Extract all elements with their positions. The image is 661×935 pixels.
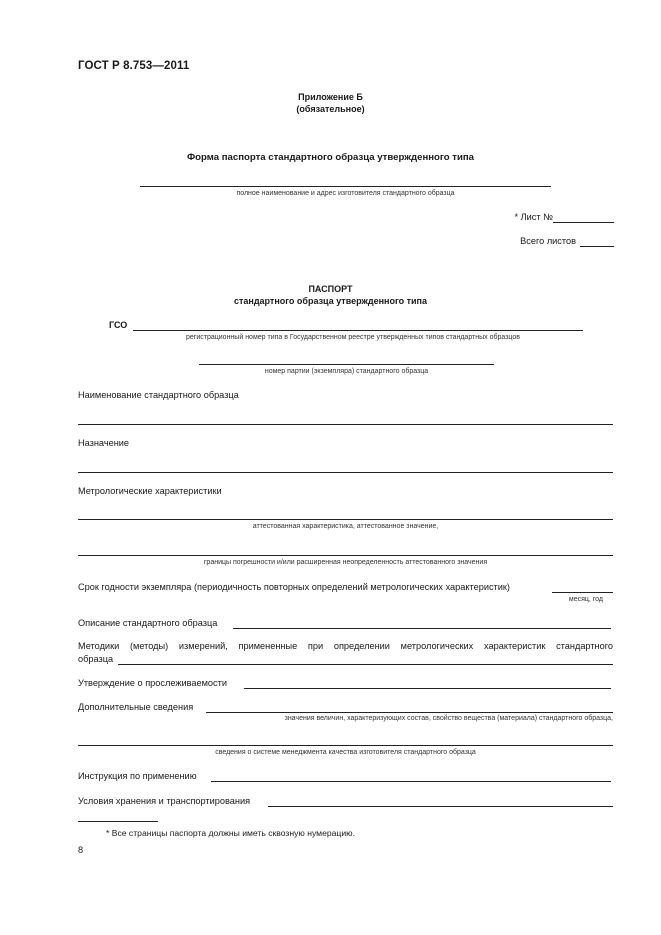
metrological-label: Метрологические характеристики <box>78 486 222 496</box>
methods-line <box>118 664 613 665</box>
storage-line <box>268 806 613 807</box>
total-sheets-line <box>580 246 614 247</box>
batch-line <box>199 364 494 365</box>
description-line <box>233 628 611 629</box>
metrological-caption-2: границы погрешности и/или расширенная неопределенность аттестованного значения <box>203 559 488 566</box>
shelf-life-line <box>552 592 613 593</box>
metrological-caption-1: аттестованная характеристика, аттестованное значение, <box>252 523 439 530</box>
shelf-life-label: Срок годности экземпляра (периодичность повторных определений метрологических характеристик) <box>78 582 510 592</box>
metrological-line-2 <box>78 555 613 556</box>
form-title: Форма паспорта стандартного образца утвержденного типа <box>186 152 475 163</box>
additional-caption-2: сведения о системе менеджмента качества изготовителя стандартного образца <box>215 749 476 756</box>
appendix-subtitle: (обязательное) <box>296 104 365 114</box>
instructions-label: Инструкция по применению <box>78 771 197 781</box>
sheet-number-label: * Лист № <box>514 212 553 222</box>
name-label: Наименование стандартного образца <box>78 390 239 400</box>
description-label: Описание стандартного образца <box>78 618 218 628</box>
storage-label: Условия хранения и транспортирования <box>78 796 251 806</box>
name-line <box>78 424 613 425</box>
passport-subtitle: стандартного образца утвержденного типа <box>233 296 427 306</box>
passport-title: ПАСПОРТ <box>308 284 353 294</box>
additional-line-1 <box>206 712 613 713</box>
page-number: 8 <box>78 845 84 855</box>
gso-label: ГСО <box>109 320 128 330</box>
traceability-line <box>244 688 611 689</box>
gso-line <box>133 330 583 331</box>
footnote: * Все страницы паспорта должны иметь сквозную нумерацию. <box>106 828 355 838</box>
additional-line-2 <box>78 745 613 746</box>
additional-label: Дополнительные сведения <box>78 702 194 712</box>
additional-caption-1: значения величин, характеризующих состав, свойство вещества (материала) стандартного образца, <box>284 715 613 722</box>
manufacturer-caption: полное наименование и адрес изготовителя стандартного образца <box>236 190 455 197</box>
total-sheets-label: Всего листов <box>520 236 576 246</box>
methods-label-line1: Методики (методы) измерений, примененные при определении метрологических характеристик стандартного <box>78 641 613 651</box>
instructions-line <box>211 781 611 782</box>
standard-header: ГОСТ Р 8.753—2011 <box>78 60 190 72</box>
purpose-label: Назначение <box>78 438 130 448</box>
gso-caption: регистрационный номер типа в Государственном реестре утвержденных типов стандартных образцов <box>186 334 520 341</box>
purpose-line <box>78 472 613 473</box>
shelf-life-caption: месяц, год <box>568 596 603 603</box>
appendix-title: Приложение Б <box>298 92 363 102</box>
methods-label-line2: образца <box>78 654 114 664</box>
batch-caption: номер партии (экземпляра) стандартного образца <box>264 368 429 375</box>
manufacturer-line <box>140 186 551 187</box>
footnote-separator <box>78 821 158 822</box>
traceability-label: Утверждение о прослеживаемости <box>78 678 227 688</box>
metrological-line-1 <box>78 519 613 520</box>
sheet-number-line <box>553 222 614 223</box>
